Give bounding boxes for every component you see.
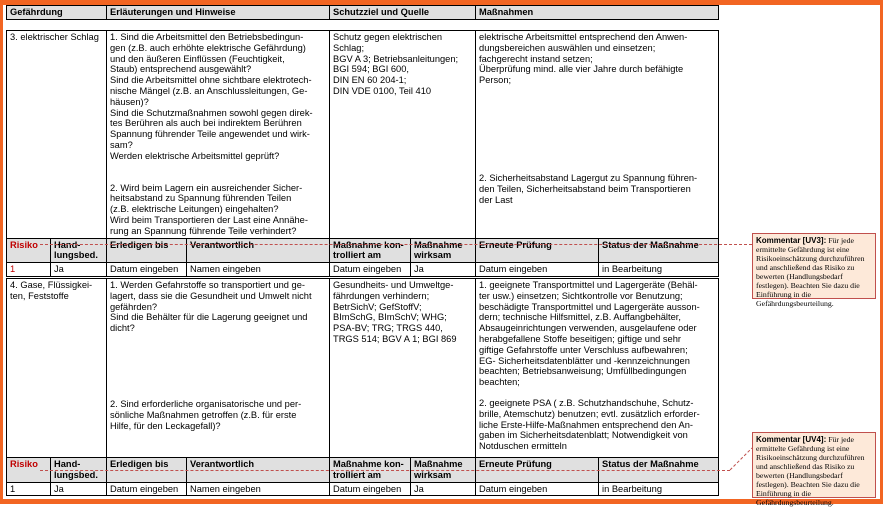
responsible-value[interactable]: Namen eingeben	[187, 482, 330, 496]
measures-text-2: 2. Sicherheitsabstand Lagergut zu Spannung führen- den Teilen, Sicherheitsabstand beim Transportieren der Last	[479, 172, 698, 205]
explanation-cell	[107, 31, 330, 239]
hazard-cell	[7, 31, 107, 239]
explanation-text-2: 2. Sind erforderliche organisatorische und per- sönliche Maßnahmen getroffen (z.B. für erste Hilfe, für den Leckagefall)?	[110, 398, 302, 431]
measures-cell	[476, 31, 719, 239]
recheck-label: Erneute Prüfung	[476, 458, 599, 483]
recheck-label: Erneute Prüfung	[476, 238, 599, 263]
col-header-goal: Schutzziel und Quelle	[330, 6, 476, 20]
measures-text-1: elektrische Arbeitsmittel entsprechend den Anwen- dungsbereichen auswählen und einsetzen; fachgerecht instand setzen; Überprüfung mind. alle vier Jahre durch befähigte Person;	[479, 32, 688, 86]
explanation-text-1: 1. Werden Gefahrstoffe so transportiert und ge- lagert, dass sie die Gesundheit und Umwelt nicht gefährden? Sind die Behälter für die Lagerung geeignet und dicht?	[110, 280, 312, 334]
comment-title: Kommentar [UV4]:	[756, 435, 827, 444]
effective-label: Maßnahme wirksam	[411, 458, 476, 483]
checked-on-value[interactable]: Datum eingeben	[330, 263, 411, 277]
action-needed-value[interactable]: Ja	[51, 482, 107, 496]
risk-label: Risiko	[7, 238, 51, 263]
checked-on-label: Maßnahme kon- trolliert am	[330, 458, 411, 483]
comment-connector	[40, 244, 752, 245]
goal-text: Schutz gegen elektrischen Schlag; BGV A 3; Betriebsanleitungen; BGI 594; BGI 600, DIN EN 60 204-1; DIN VDE 0100, Teil 410	[333, 32, 459, 96]
checked-on-label: Maßnahme kon- trolliert am	[330, 238, 411, 263]
col-header-measures: Maßnahmen	[476, 6, 719, 20]
col-header-explanation: Erläuterungen und Hinweise	[107, 6, 330, 20]
effective-value[interactable]: Ja	[411, 482, 476, 496]
recheck-value[interactable]: Datum eingeben	[476, 482, 599, 496]
comment-body: Für jede ermittelte Gefährdung ist eine Risikoeinschätzung durchzuführen und anschließend das Risiko zu bewerten (Handlungsbedarf festlegen). Beachten Sie dazu die Einführung in die Gefährdungsbeurteilung.	[756, 435, 865, 507]
hazard-text: 4. Gase, Flüssigkei- ten, Feststoffe	[10, 280, 93, 301]
goal-cell	[330, 279, 476, 458]
comment-balloon[interactable]	[752, 233, 876, 308]
responsible-label: Verantwortlich	[187, 458, 330, 483]
due-date-label: Erledigen bis	[107, 238, 187, 263]
measures-text-2: 2. geeignete PSA ( z.B. Schutzhandschuhe, Schutz- brille, Atemschutz) benutzen; evtl. zusätzlich erforder- liche Erste-Hilfe-Maßnahmen entsprechend den An- gaben im Sicherheitsdatenblatt; Notwendigkeit von Notduschen ermitteln	[479, 397, 700, 452]
effective-label: Maßnahme wirksam	[411, 238, 476, 263]
recheck-value[interactable]: Datum eingeben	[476, 263, 599, 277]
hazard-cell	[7, 279, 107, 458]
hazard-text: 3. elektrischer Schlag	[10, 32, 99, 42]
goal-text: Gesundheits- und Umweltge- fährdungen verhindern; BetrSichV; GefStoffV; BImSchG, BImSchV; WHG; PSA-BV; TRG; TRGS 440, TRGS 514; BGV A 1; BGI 869	[333, 280, 457, 344]
page-border-bottom	[0, 499, 883, 504]
risk-label: Risiko	[7, 458, 51, 483]
comment-connector	[40, 470, 730, 471]
page-border-left	[0, 0, 3, 504]
effective-value[interactable]: Ja	[411, 263, 476, 277]
due-date-label: Erledigen bis	[107, 458, 187, 483]
header-table	[6, 5, 719, 20]
comment-body: Für jede ermittelte Gefährdung ist eine Risikoeinschätzung durchzuführen und anschließend das Risiko zu bewerten (Handlungsbedarf festlegen). Beachten Sie dazu die Einführung in die Gefährdungsbeurteilung.	[756, 236, 865, 308]
status-value[interactable]: in Bearbeitung	[599, 482, 719, 496]
action-needed-label: Hand- lungsbed.	[51, 458, 107, 483]
comment-balloon[interactable]	[752, 432, 876, 507]
explanation-text-2: 2. Wird beim Lagern ein ausreichender Sicher- heitsabstand zu Spannung führenden Teilen (z.B. elektrische Leitungen) eingehalten? Wird beim Transportieren der Last eine Annähe- rung an Spannung führende Teile verhindert?	[110, 182, 308, 236]
explanation-cell	[107, 279, 330, 458]
comment-title: Kommentar [UV3]:	[756, 236, 827, 245]
checked-on-value[interactable]: Datum eingeben	[330, 482, 411, 496]
col-header-hazard: Gefährdung	[7, 6, 107, 20]
action-needed-label: Hand- lungsbed.	[51, 238, 107, 263]
due-date-value[interactable]: Datum eingeben	[107, 482, 187, 496]
risk-value[interactable]: 1	[7, 263, 51, 277]
explanation-text-1: 1. Sind die Arbeitsmittel den Betriebsbedingun- gen (z.B. auch erhöhte elektrische Gefährdung) und den äußeren Einflüssen (Feuchtigkeit, Staub) entsprechend ausgewählt? Sind die Arbeitsmittel ohne sichtbare elektrotech- nische Mängel (z.B. an Anschlussleitungen, Ge- häusen)? Sind die Schutzmaßnahmen sowohl gegen direk- tes Berühren als auch bei indirektem Berühren Spannung führender Teile angewendet und wirk- sam? Werden elektrische Arbeitsmittel geprüft?	[110, 32, 313, 161]
goal-cell	[330, 31, 476, 239]
responsible-label: Verantwortlich	[187, 238, 330, 263]
measures-cell	[476, 279, 719, 458]
measures-text-1: 1. geeignete Transportmittel und Lagergeräte (Behäl- ter usw.) einsetzen; Sichtkontrolle vor Benutzung; beschädigte Transportmittel und Lagergeräte ausson- dern; technische Hilfsmittel, z.B. Auffangbehälter, Absaugeinrichtungen verwenden, ausgelaufene oder herabgefallene Stoffe beseitigen; giftige und sehr giftige Gefahrstoffe unter Verschluss aufbewahren; EG- Sicherheitsdatenblätter und -kennzeichnungen beachten; Betriebsanweisung; Umfüllbedingungen beachten;	[479, 280, 700, 388]
action-needed-value[interactable]: Ja	[51, 263, 107, 277]
section-table-2	[6, 278, 719, 496]
comment-connector-diagonal	[728, 446, 754, 472]
status-label: Status der Maßnahme	[599, 458, 719, 483]
risk-value[interactable]: 1	[7, 482, 51, 496]
status-value[interactable]: in Bearbeitung	[599, 263, 719, 277]
status-label: Status der Maßnahme	[599, 238, 719, 263]
section-table-1	[6, 30, 719, 277]
due-date-value[interactable]: Datum eingeben	[107, 263, 187, 277]
responsible-value[interactable]: Namen eingeben	[187, 263, 330, 277]
